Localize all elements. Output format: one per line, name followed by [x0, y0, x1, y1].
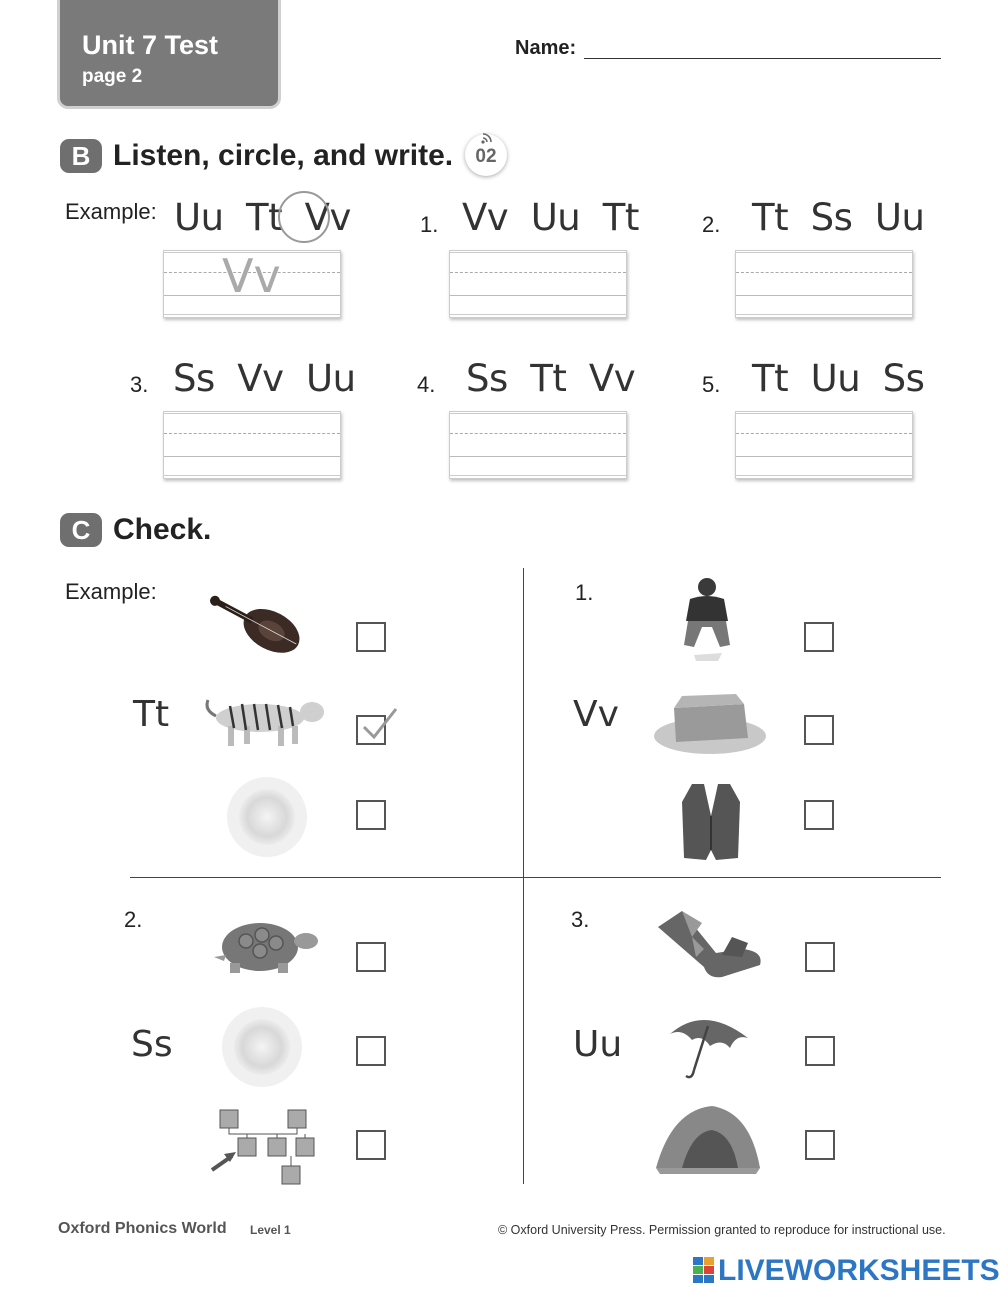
item-letters[interactable]: Tt Uu Ss — [752, 357, 925, 400]
brand-label: Oxford Phonics World — [58, 1220, 227, 1237]
example-label: Example: — [65, 199, 157, 224]
name-field[interactable] — [584, 58, 941, 59]
liveworksheets-watermark[interactable]: LIVEWORKSHEETS — [718, 1254, 1000, 1287]
sun-icon — [220, 1005, 305, 1090]
quadrant-letter: Vv — [573, 694, 619, 735]
item-letters[interactable]: Tt Ss Uu — [752, 196, 925, 239]
checkbox[interactable] — [804, 715, 834, 745]
checkbox[interactable] — [805, 1130, 835, 1160]
quadrant-divider-vertical — [523, 568, 524, 1184]
item-number: 1. — [420, 212, 439, 237]
item-letters[interactable]: Vv Uu Tt — [462, 196, 639, 239]
checkbox[interactable] — [356, 622, 386, 652]
audio-track-number: 02 — [475, 146, 497, 167]
socks-icon — [652, 907, 772, 989]
unit-title: Unit 7 Test — [82, 30, 219, 60]
section-b-badge: B — [60, 139, 102, 173]
item-number: 3. — [130, 372, 149, 397]
quadrant-label: 1. — [575, 580, 594, 605]
checkbox[interactable] — [356, 1036, 386, 1066]
checkbox[interactable] — [804, 800, 834, 830]
checkbox[interactable] — [356, 942, 386, 972]
name-label: Name: — [515, 37, 577, 59]
tent-icon — [652, 1102, 764, 1178]
liveworksheets-logo-icon — [693, 1257, 715, 1283]
example-letters: Uu Tt Vv — [174, 196, 351, 239]
section-c-title: Check. — [113, 513, 212, 546]
man-icon — [672, 575, 742, 663]
item-number: 5. — [702, 372, 721, 397]
example-circle-mark — [278, 191, 330, 243]
checkbox[interactable] — [804, 622, 834, 652]
checkmark-icon — [360, 705, 400, 745]
write-box-5[interactable] — [735, 411, 913, 479]
write-box-3[interactable] — [163, 411, 341, 479]
copyright-text: © Oxford University Press. Permission granted to reproduce for instructional use. — [498, 1223, 946, 1237]
section-c-badge: C — [60, 513, 102, 547]
item-letters[interactable]: Ss Tt Vv — [466, 357, 636, 400]
checkbox[interactable] — [356, 1130, 386, 1160]
checkbox[interactable] — [356, 800, 386, 830]
unit-page-label: page 2 — [82, 66, 143, 87]
quadrant-letter: Ss — [131, 1024, 173, 1065]
quadrant-divider-horizontal — [130, 877, 941, 878]
quadrant-label: Example: — [65, 579, 157, 604]
example-traced-answer: Vv — [222, 249, 281, 303]
melting-ice-icon — [652, 686, 770, 758]
checkbox-checked[interactable] — [356, 715, 386, 745]
checkbox[interactable] — [805, 942, 835, 972]
violin-icon — [200, 585, 320, 670]
turtle-icon — [210, 915, 322, 977]
sun-icon — [225, 775, 310, 860]
write-box-1[interactable] — [449, 250, 627, 318]
tiger-icon — [200, 690, 330, 750]
item-letters[interactable]: Ss Vv Uu — [173, 357, 356, 400]
umbrella-icon — [664, 1008, 754, 1082]
item-number: 4. — [417, 372, 436, 397]
quadrant-label: 3. — [571, 907, 590, 932]
audio-track-button[interactable] — [465, 134, 507, 176]
vest-icon — [678, 780, 744, 864]
section-b-title: Listen, circle, and write. — [113, 139, 454, 172]
quadrant-label: 2. — [124, 907, 143, 932]
item-number: 2. — [702, 212, 721, 237]
quadrant-letter: Tt — [133, 694, 170, 735]
write-box-2[interactable] — [735, 250, 913, 318]
example-write-box — [163, 250, 341, 318]
family-tree-icon — [210, 1108, 322, 1188]
checkbox[interactable] — [805, 1036, 835, 1066]
level-label: Level 1 — [250, 1223, 291, 1237]
quadrant-letter: Uu — [573, 1024, 623, 1065]
write-box-4[interactable] — [449, 411, 627, 479]
audio-wave-icon — [479, 130, 495, 146]
